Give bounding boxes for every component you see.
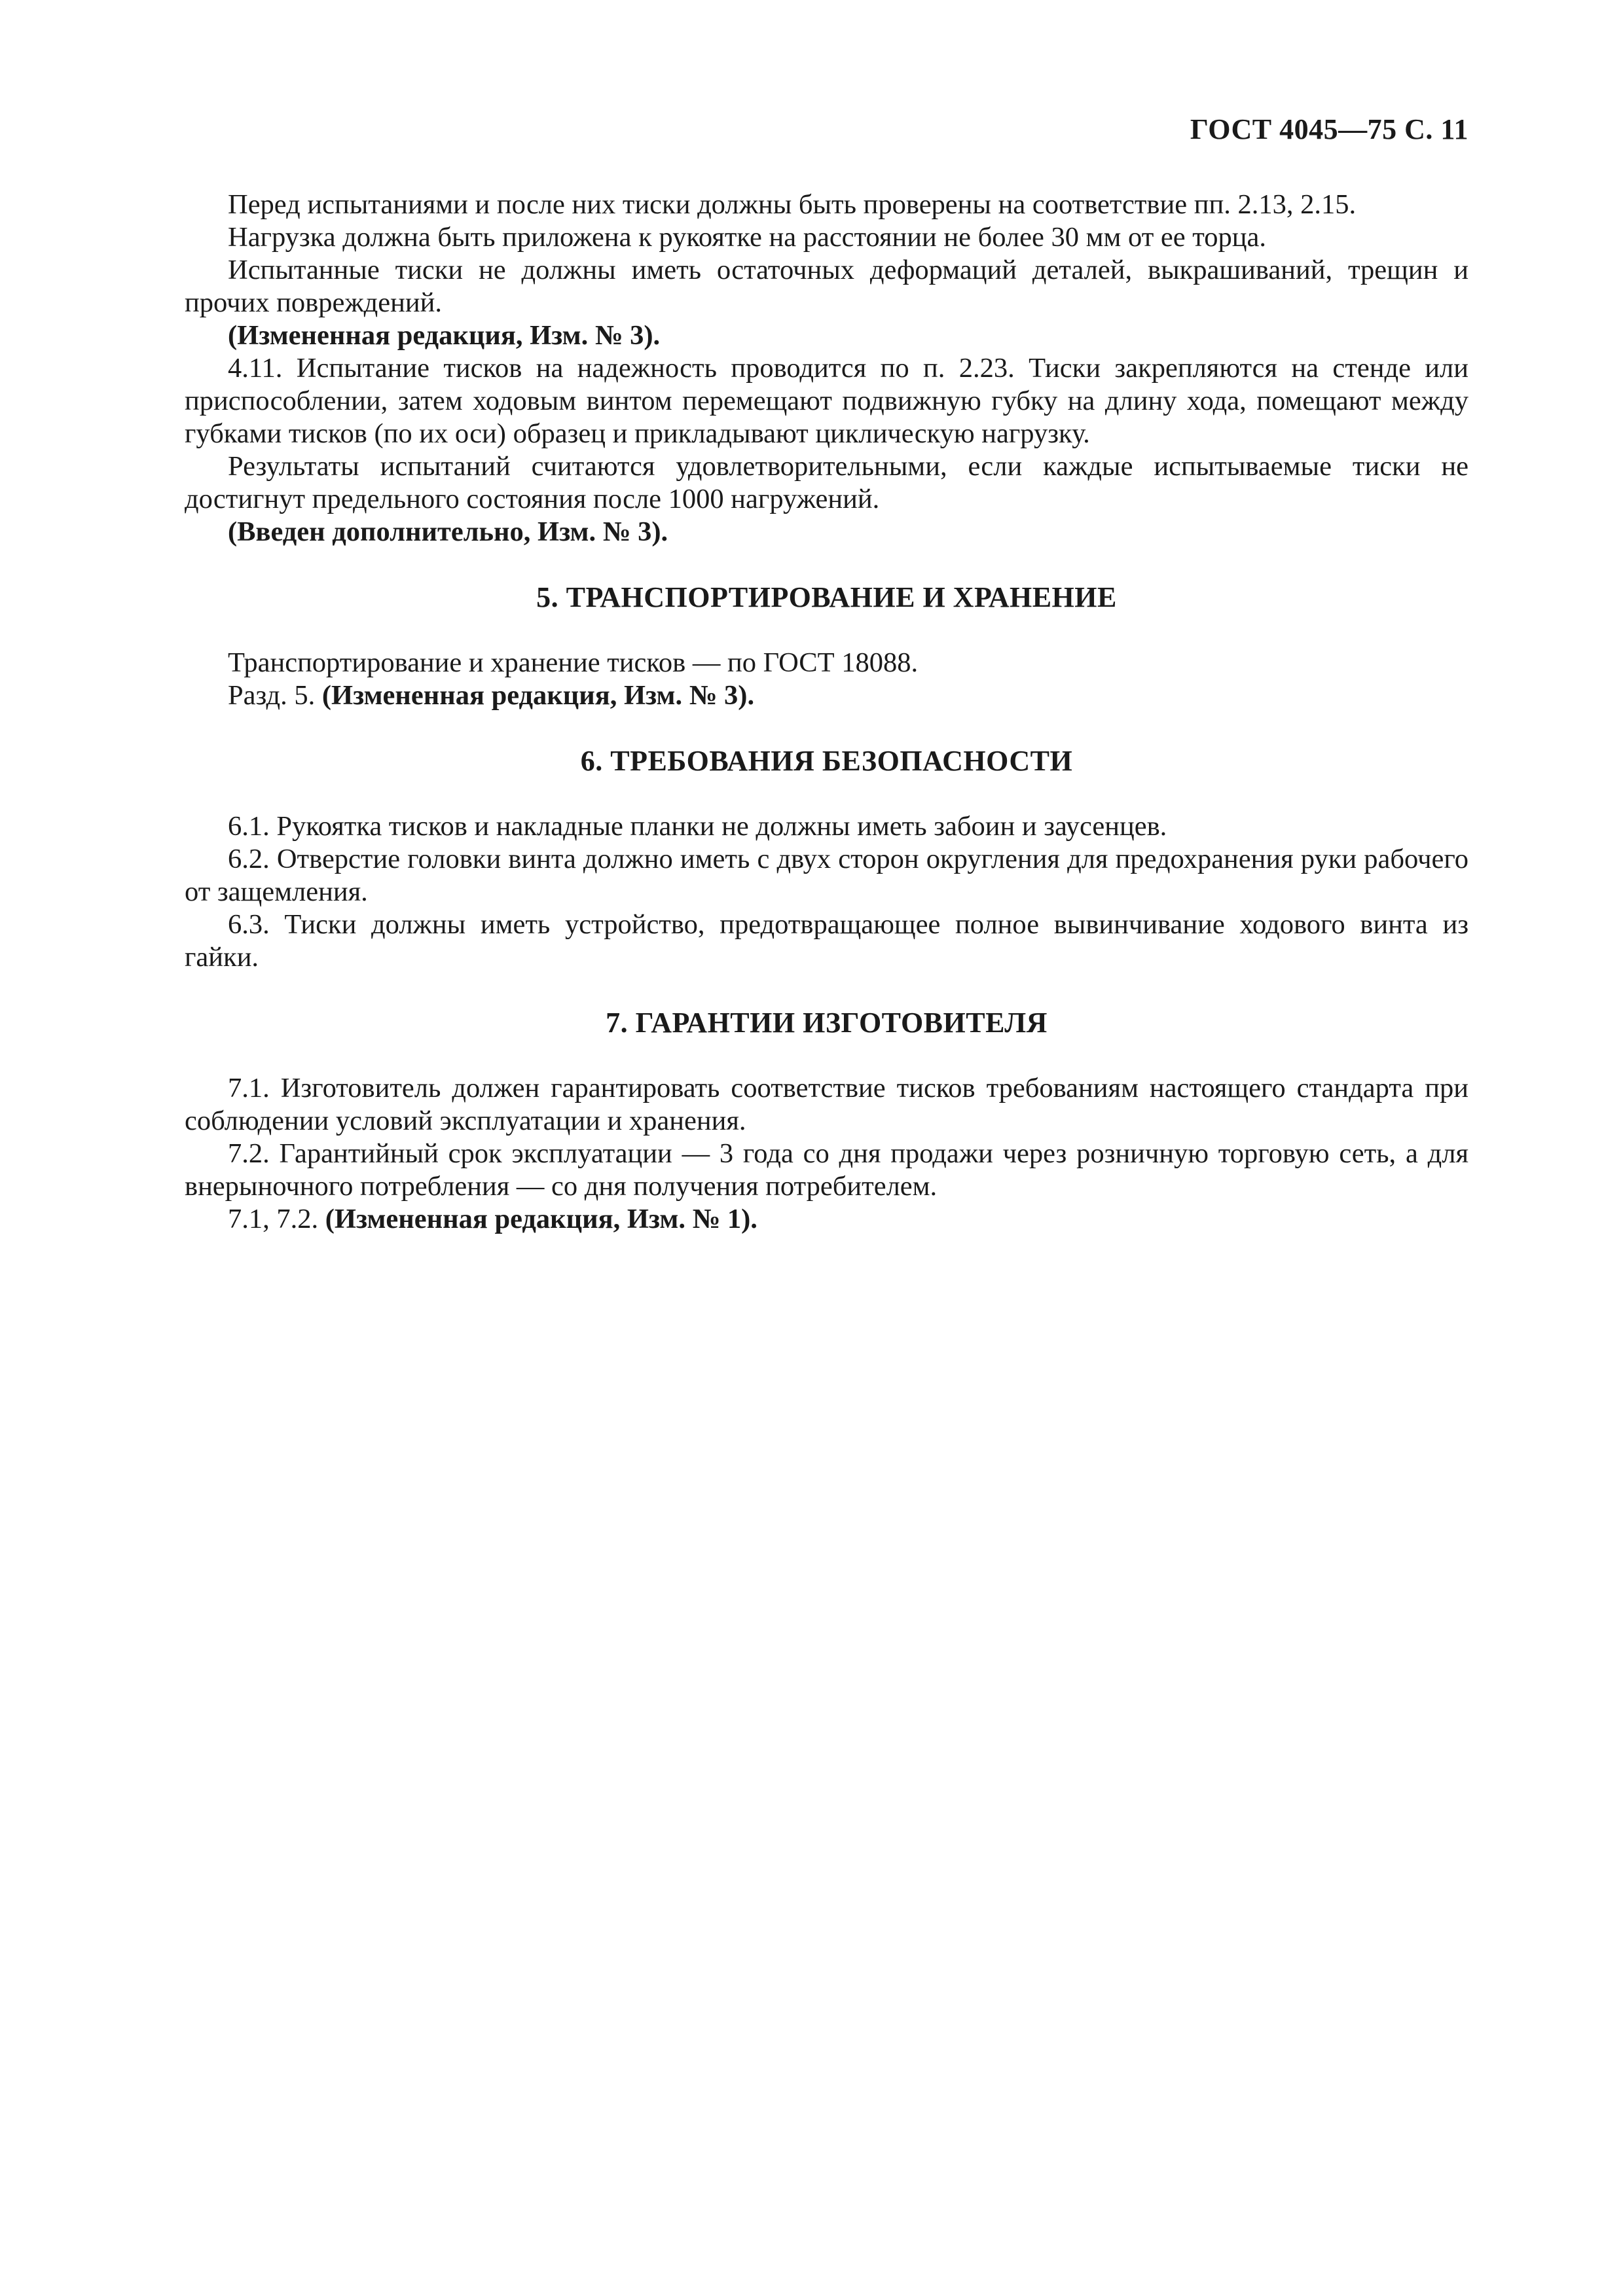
amendment-note: (Измененная редакция, Изм. № 3). (321, 680, 755, 711)
paragraph-6-2: 6.2. Отверстие головки винта должно иметь с двух сторон округления для предохранения руки рабочего от защемления. (185, 844, 1468, 907)
paragraph-results: Результаты испытаний считаются удовлетворительными, если каждые испытываемые тиски не достигнут предельного состояния после 1000 нагружений. (185, 451, 1468, 514)
paragraph-7-1: 7.1. Изготовитель должен гарантировать соответствие тисков требованиям настоящего стандарта при соблюдении условий эксплуатации и хранения. (185, 1073, 1468, 1136)
section-heading-7: 7. ГАРАНТИИ ИЗГОТОВИТЕЛЯ (606, 1007, 1048, 1039)
paragraph-7-2: 7.2. Гарантийный срок эксплуатации — 3 года со дня продажи через розничную торговую сеть, а для внерыночного потребления — со дня получения потребителем. (185, 1138, 1468, 1202)
paragraph-section7-amendment (185, 1203, 1468, 1236)
paragraph-section5-amendment (185, 679, 1468, 712)
paragraph-4-11: 4.11. Испытание тисков на надежность проводится по п. 2.23. Тиски закрепляются на стенде или приспособлении, затем ходовым винтом перемещают подвижную губку на длину хода, помещают между губками тисков (по их оси) образец и прикладывают циклическую нагрузку. (185, 353, 1468, 449)
paragraph-transport: Транспортирование и хранение тисков — по ГОСТ 18088. (228, 647, 919, 678)
amendment-note: (Введен дополнительно, Изм. № 3). (228, 516, 668, 547)
amendment-prefix: 7.1, 7.2. (228, 1204, 325, 1234)
paragraph-load: Нагрузка должна быть приложена к рукоятке на расстоянии не более 30 мм от ее торца. (228, 222, 1267, 253)
document-body (185, 188, 1468, 1236)
paragraph-test-check: Перед испытаниями и после них тиски должны быть проверены на соответствие пп. 2.13, 2.15. (228, 189, 1357, 220)
page-header: ГОСТ 4045—75 С. 11 (1190, 113, 1468, 145)
section-heading-5: 5. ТРАНСПОРТИРОВАНИЕ И ХРАНЕНИЕ (536, 581, 1117, 613)
amendment-prefix: Разд. 5. (228, 680, 322, 711)
paragraph-tested-vises: Испытанные тиски не должны иметь остаточных деформаций деталей, выкрашиваний, трещин и прочих повреждений. (185, 255, 1468, 318)
paragraph-6-3: 6.3. Тиски должны иметь устройство, предотвращающее полное вывинчивание ходового винта из гайки. (185, 909, 1468, 973)
paragraph-6-1: 6.1. Рукоятка тисков и накладные планки не должны иметь забоин и заусенцев. (228, 811, 1167, 842)
section-heading-6: 6. ТРЕБОВАНИЯ БЕЗОПАСНОСТИ (580, 745, 1073, 777)
amendment-note: (Измененная редакция, Изм. № 3). (228, 320, 661, 351)
amendment-note: (Измененная редакция, Изм. № 1). (325, 1204, 757, 1234)
